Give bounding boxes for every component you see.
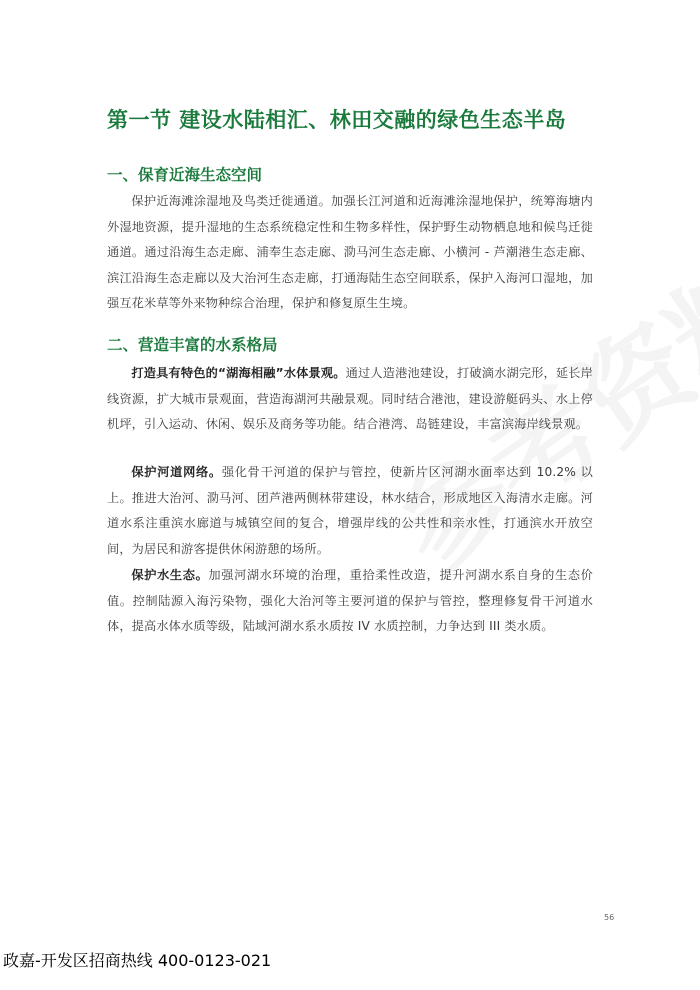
subsection-heading-2: 二、营造丰富的水系格局 [107, 336, 278, 354]
page-title: 第一节 建设水陆相汇、林田交融的绿色生态半岛 [107, 108, 567, 132]
subsection-heading-1: 一、保育近海生态空间 [107, 166, 263, 184]
paragraph-lake-sea-landscape [107, 361, 593, 438]
page-number: 56 [604, 913, 615, 922]
footer-hotline: 政嘉-开发区招商热线 400-0123-021 [3, 951, 272, 970]
paragraph-river-network [107, 460, 593, 562]
paragraph-water-ecology [107, 563, 593, 640]
paragraph-lead: 打造具有特色的“湖海相融”水体景观。 [131, 366, 346, 380]
paragraph-text: 通过人造港池建设，打破滴水湖完形，延长岸线资源，扩大城市景观面，营造海湖河共融景观。同时结合港池，建设游艇码头、水上停机坪，引入运动、休闲、娱乐及商务等功能。结合港湾、岛链建设，丰富滨海岸线景观。 [107, 366, 593, 432]
paragraph-wetland-protection [107, 189, 593, 317]
paragraph-lead: 保护河道网络。 [131, 465, 222, 479]
paragraph-text: 强化骨干河道的保护与管控，使新片区河湖水面率达到 10.2% 以上。推进大治河、泐马河、团芦港两侧林带建设，林水结合，形成地区入海清水走廊。河道水系注重滨水廊道与城镇空间的复合，增强岸线的公共性和亲水性，打通滨水开放空间，为居民和游客提供休闲游憩的场所。 [107, 465, 593, 556]
paragraph-text: 保护近海滩涂湿地及鸟类迁徙通道。加强长江河道和近海滩涂湿地保护，统筹海塘内外湿地资源，提升湿地的生态系统稳定性和生物多样性，保护野生动物栖息地和候鸟迁徙通道。通过沿海生态走廊、浦奉生态走廊、泐马河生态走廊、小横河 - 芦潮港生态走廊、滨江沿海生态走廊以及大治河生态走廊，打通海陆生态空间联系，保护入海河口湿地，加强互花米草等外来物种综合治理，保护和修复原生生境。 [107, 194, 593, 311]
paragraph-text: 加强河湖水环境的治理，重拾柔性改造，提升河湖水系自身的生态价值。控制陆源入海污染物，强化大治河等主要河道的保护与管控，整理修复骨干河道水体，提高水体水质等级，陆域河湖水系水质按 IV 水质控制，力争达到 III 类水质。 [107, 568, 594, 634]
paragraph-lead: 保护水生态。 [131, 568, 209, 582]
